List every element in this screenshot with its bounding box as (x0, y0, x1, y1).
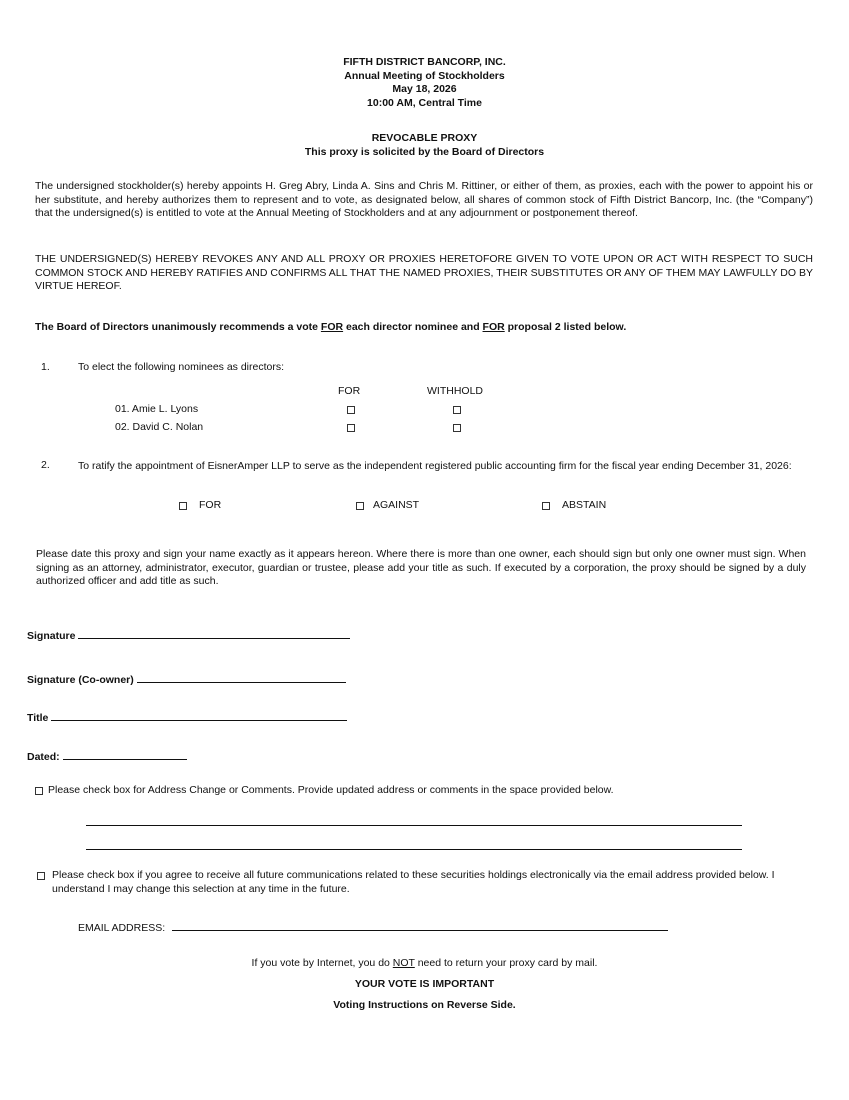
nominee-2-withhold-checkbox[interactable] (453, 424, 461, 432)
col-for-header: FOR (338, 385, 361, 397)
meeting-name: Annual Meeting of Stockholders (344, 69, 505, 82)
proposal2-against-checkbox[interactable] (356, 502, 364, 510)
document-header (0, 56, 849, 110)
address-change-text: Please check box for Address Change or Comments. Provide updated address or comments in the space provided below. (48, 784, 614, 796)
appointment-paragraph: The undersigned stockholder(s) hereby appoints H. Greg Abry, Linda A. Sins and Chris M. Rittiner, or either of them, as proxies, each with the power to appoint his or her substitute, and hereby authorizes them to represent and to vote, as designated below, all shares of common stock of Fifth District Bancorp, Inc. (the “Company”) that the undersigned(s) is entitled to vote at the Annual Meeting of Stockholders and at any adjournment or postponement thereof. (35, 180, 813, 219)
title-line[interactable] (51, 720, 347, 721)
vote-important: YOUR VOTE IS IMPORTANT (354, 978, 495, 990)
nominee-2-for-checkbox[interactable] (347, 424, 355, 432)
board-recommendation: The Board of Directors unanimously recommends a vote FOR each director nominee and FOR proposal 2 listed below. (35, 321, 627, 333)
coowner-signature-row (27, 674, 346, 686)
electronic-delivery-checkbox[interactable] (37, 872, 45, 880)
dated-line[interactable] (63, 759, 187, 760)
email-row (78, 922, 668, 934)
meeting-time: 10:00 AM, Central Time (367, 96, 482, 109)
nominee-1: 01. Amie L. Lyons (115, 403, 199, 415)
internet-note: If you vote by Internet, you do NOT need to return your proxy card by mail. (251, 957, 598, 969)
address-line-1[interactable] (86, 825, 742, 826)
title-row (27, 712, 347, 724)
revocation-paragraph: THE UNDERSIGNED(S) HEREBY REVOKES ANY AND ALL PROXY OR PROXIES HERETOFORE GIVEN TO VOTE UPON OR ACT WITH RESPECT TO SUCH COMMON STOCK AND HEREBY RATIFIES AND CONFIRMS ALL THAT THE NAMED PROXIES, THEIR SUBSTITUTES OR ANY OF THEM MAY LAWFULLY DO BY VIRTUE HEREOF. (35, 253, 813, 292)
nominee-1-for-checkbox[interactable] (347, 406, 355, 414)
proposal2-number: 2. (41, 459, 50, 471)
proposal1-text: To elect the following nominees as directors: (78, 361, 285, 373)
signature-row (27, 630, 350, 642)
dated-label: Dated: (27, 751, 60, 763)
nominee-2: 02. David C. Nolan (115, 421, 204, 433)
dated-row (27, 751, 187, 763)
nominee-1-withhold-checkbox[interactable] (453, 406, 461, 414)
electronic-delivery-text: Please check box if you agree to receive all future communications related to these securities holdings electronically via the email address provided below. I understand I may change this selection at any time in the future. (52, 869, 775, 895)
proxy-subtitle: This proxy is solicited by the Board of Directors (304, 145, 545, 158)
proposal2-for-checkbox[interactable] (179, 502, 187, 510)
title-label: Title (27, 712, 49, 724)
email-label: EMAIL ADDRESS: (78, 922, 166, 934)
signing-instructions: Please date this proxy and sign your name exactly as it appears hereon. Where there is more than one owner, each should sign but only one owner must sign. When signing as an attorney, administrator, executor, guardian or trustee, please add your title as such. If executed by a corporation, the proxy should be signed by a duly authorized officer and add title as such. (36, 548, 806, 587)
proxy-title: REVOCABLE PROXY (371, 132, 478, 144)
address-line-2[interactable] (86, 849, 742, 850)
email-input-line[interactable] (172, 930, 668, 931)
proposal2-for-label: FOR (199, 499, 222, 511)
col-withhold-header: WITHHOLD (427, 385, 483, 397)
proposal2-against-label: AGAINST (373, 499, 420, 511)
coowner-signature-line[interactable] (137, 682, 346, 683)
proposal1-number: 1. (41, 361, 50, 373)
voting-instructions-note: Voting Instructions on Reverse Side. (333, 999, 516, 1011)
proposal2-abstain-label: ABSTAIN (562, 499, 607, 511)
company-name: FIFTH DISTRICT BANCORP, INC. (343, 56, 506, 68)
proposal2-abstain-checkbox[interactable] (542, 502, 550, 510)
signature-label: Signature (27, 630, 76, 642)
signature-line[interactable] (78, 638, 350, 639)
proxy-heading (0, 132, 849, 159)
proposal2-text: To ratify the appointment of EisnerAmper LLP to serve as the independent registered public accounting firm for the fiscal year ending December 31, 2026: (78, 460, 792, 472)
address-change-checkbox[interactable] (35, 787, 43, 795)
meeting-date: May 18, 2026 (392, 83, 457, 95)
coowner-signature-label: Signature (Co-owner) (27, 674, 134, 686)
